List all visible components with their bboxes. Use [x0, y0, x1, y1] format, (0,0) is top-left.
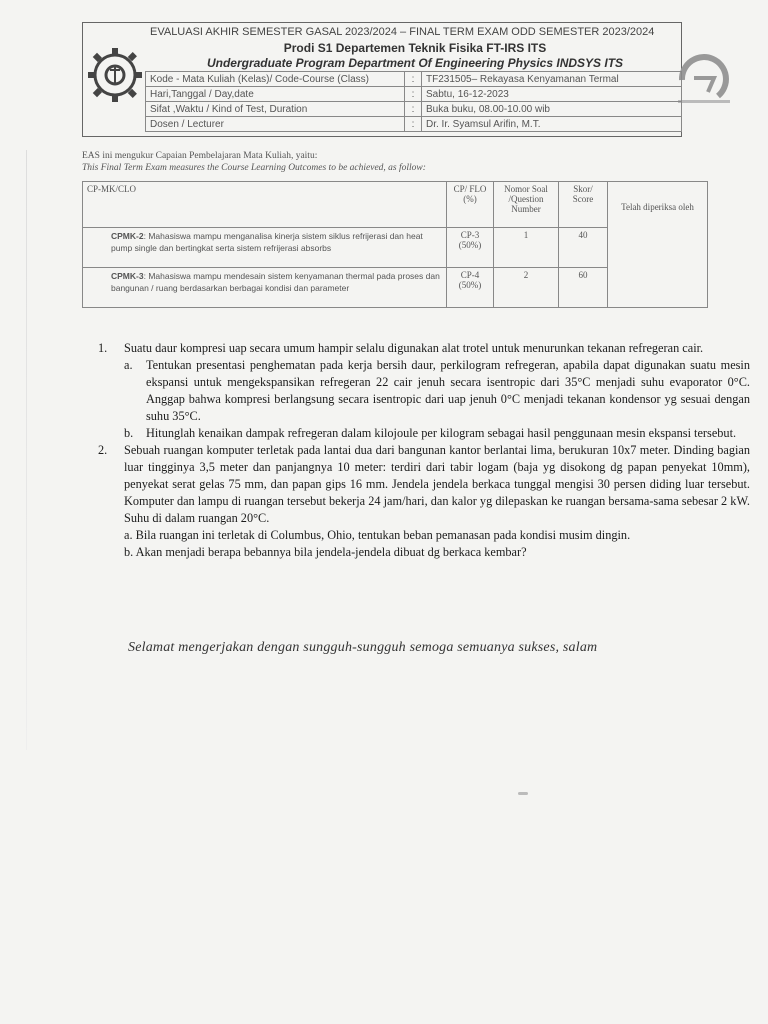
clo-question: 2: [494, 268, 559, 308]
question-list: [98, 340, 750, 561]
info-row-lecturer: [146, 117, 682, 132]
clo-question: 1: [494, 228, 559, 268]
info-value: Dr. Ir. Syamsul Arifin, M.T.: [422, 117, 682, 132]
sub-question-1a: [124, 357, 750, 425]
sub-question-2a: [124, 527, 750, 544]
sub-question-text: Bila ruangan ini terletak di Columbus, Ohio, tentukan beban pemanasan pada kondisi musim dingin.: [135, 528, 631, 542]
exam-title-line: EVALUASI AKHIR SEMESTER GASAL 2023/2024 – FINAL TERM EXAM ODD SEMESTER 2023/2024: [150, 26, 655, 38]
question-1: [98, 340, 750, 442]
header-score: Skor/ Score: [559, 182, 608, 228]
question-text: Sebuah ruangan komputer terletak pada lantai dua dari bangunan kantor berlantai lima, berukuran 10x7 meter. Dinding bagian luar tingginya 3,5 meter dan panjangnya 10 meter: terdiri dari tabir logam (baja yg disokong dg papan penyekat 10mm), penyekat serat gelas 75 mm, dan papan gips 16 mm. Jendela jendela berkaca tunggal mengisi 30 persen diding luar tersebut. Komputer dan lampu di ruangan tersebut bekerja 24 jam/hari, dan kalor yg dilepaskan ke ruangan bersama-sama sebesar 2 kW. Suhu di dalam ruangan 20°C.: [124, 443, 750, 525]
header-cp: CP/ FLO (%): [447, 182, 494, 228]
closing-message: Selamat mengerjakan dengan sungguh-sungguh semoga semuanya sukses, salam: [128, 640, 598, 655]
clo-code: CPMK-2: [111, 231, 144, 241]
question-number: 2.: [98, 443, 108, 457]
program-name: Prodi S1 Departemen Teknik Fisika FT-IRS ITS: [283, 41, 547, 55]
clo-text: : Mahasiswa mampu menganalisa kinerja sistem siklus refrijerasi dan heat pump single dan bertingkat serta sistem refrijerasi absorbs: [111, 231, 423, 253]
info-value: Sabtu, 16-12-2023: [422, 87, 682, 102]
sub-question-1b: [124, 425, 750, 442]
header-checked-by: Telah diperiksa oleh: [608, 182, 708, 308]
info-label: Sifat ,Waktu / Kind of Test, Duration: [146, 102, 405, 117]
sub-question-label: a.: [124, 358, 133, 372]
clo-description: [83, 268, 447, 308]
info-separator: :: [405, 87, 422, 102]
clo-cp: CP-4 (50%): [447, 268, 494, 308]
question-2: [98, 442, 750, 561]
info-value: Buka buku, 08.00-10.00 wib: [422, 102, 682, 117]
clo-text: : Mahasiswa mampu mendesain sistem kenyamanan thermal pada proses dan bangunan / ruang berdasarkan berbagai kondisi dan parameter: [111, 271, 440, 293]
sub-question-label: a.: [124, 528, 133, 542]
clo-header-row: [83, 182, 708, 228]
sub-question-label: b.: [124, 545, 134, 559]
sub-question-2b: [124, 544, 750, 561]
sub-question-text: Akan menjadi berapa bebannya bila jendela-jendela dibuat dg berkaca kembar?: [135, 545, 527, 559]
sub-question-text: Tentukan presentasi penghematan pada kerja bersih daur, perkilogram refregeran, apabila dapat digunakan suatu mesin ekspansi untuk mengekspansikan refregeran 22 cair jenuh secara isentropic dari 35°C menjadi suhu evaporator 0°C. Anggap bahwa kompresi berlangsung secara isentropic dari uap jenuh 0°C menjadi tekanan kondensor yg sesuai dengan suhu 35°C.: [146, 358, 750, 423]
clo-table: [82, 181, 708, 308]
sub-question-text: Hitunglah kenaikan dampak refregeran dalam kilojoule per kilogram sebagai hasil penggunaan mesin ekspansi tersebut.: [146, 426, 737, 440]
info-separator: :: [405, 102, 422, 117]
scan-mark: [518, 792, 528, 795]
clo-score: 60: [559, 268, 608, 308]
its-logo-icon: [86, 44, 144, 106]
department-logo-icon: [674, 52, 734, 108]
exam-info-table: [145, 71, 682, 132]
info-label: Kode - Mata Kuliah (Kelas)/ Code-Course (Class): [146, 72, 405, 87]
sub-question-label: b.: [124, 426, 134, 440]
question-number: 1.: [98, 341, 108, 355]
header-clo: CP-MK/CLO: [83, 182, 447, 228]
info-separator: :: [405, 72, 422, 87]
info-row-kind: [146, 102, 682, 117]
clo-score: 40: [559, 228, 608, 268]
header-question: Nomor Soal /Question Number: [494, 182, 559, 228]
clo-intro: [82, 150, 426, 174]
intro-line-english: This Final Term Exam measures the Course Learning Outcomes to be achieved, as follow:: [82, 163, 426, 173]
clo-code: CPMK-3: [111, 271, 144, 281]
info-label: Dosen / Lecturer: [146, 117, 405, 132]
info-label: Hari,Tanggal / Day,date: [146, 87, 405, 102]
program-name-english: Undergraduate Program Department Of Engineering Physics INDSYS ITS: [206, 56, 624, 70]
clo-cp: CP-3 (50%): [447, 228, 494, 268]
question-text: Suatu daur kompresi uap secara umum hampir selalu digunakan alat trotel untuk menurunkan tekanan refregeran cair.: [124, 341, 704, 355]
scan-edge: [26, 150, 27, 750]
intro-line: EAS ini mengukur Capaian Pembelajaran Mata Kuliah, yaitu:: [82, 151, 318, 161]
info-value: TF231505– Rekayasa Kenyamanan Termal: [422, 72, 682, 87]
info-row-date: [146, 87, 682, 102]
info-separator: :: [405, 117, 422, 132]
clo-description: [83, 228, 447, 268]
info-row-course: [146, 72, 682, 87]
